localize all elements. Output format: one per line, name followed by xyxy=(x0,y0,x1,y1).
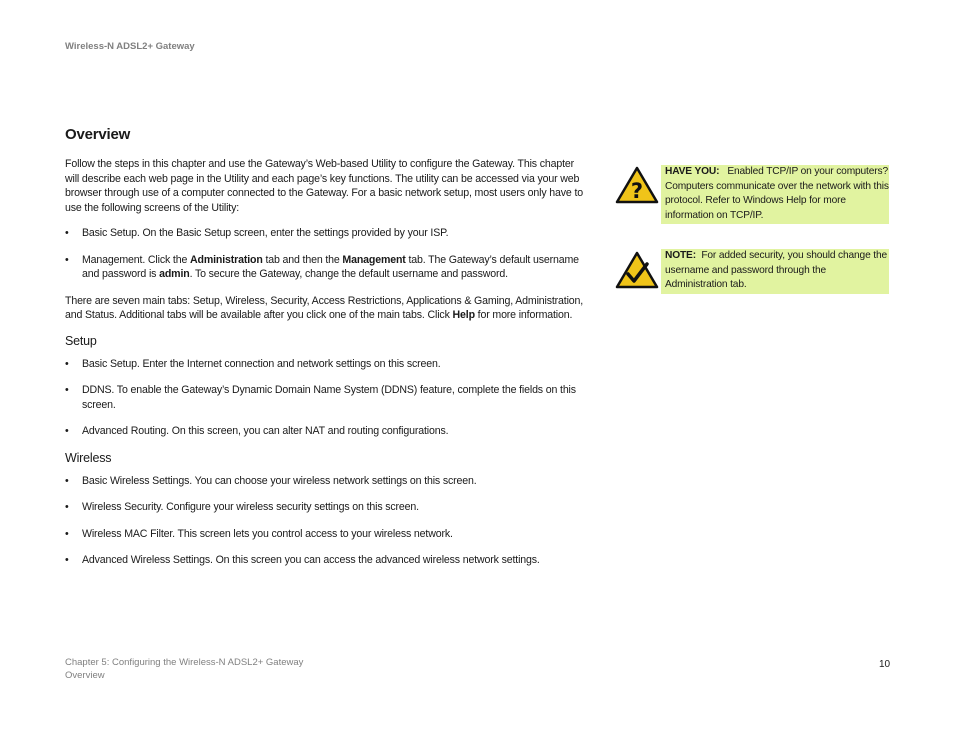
list-item: • Advanced Wireless Settings. On this screen you can access the advanced wireless network settings. xyxy=(65,554,540,566)
bullet: • xyxy=(65,554,69,566)
bullet: • xyxy=(65,425,69,437)
wireless-list xyxy=(65,474,590,568)
security-note xyxy=(661,249,889,294)
note-label: HAVE YOU: xyxy=(665,166,720,177)
intro-paragraph: Follow the steps in this chapter and use the Gateway’s Web-based Utility to configure the Gateway. This chapter will describe each web page in the Utility and each page’s key functions. The utility can be accessed via your web browser through use of a computer connected to the Gateway. For a basic network setup, most users only have to use the following screens of the Utility: xyxy=(65,158,583,214)
footer-chapter: Chapter 5: Configuring the Wireless-N ADSL2+ Gateway xyxy=(65,657,304,668)
svg-text:?: ? xyxy=(630,179,644,203)
main-content xyxy=(65,126,590,580)
have-you-note xyxy=(661,165,889,224)
list-item: • DDNS. To enable the Gateway’s Dynamic Domain Name System (DDNS) feature, complete the fields on this screen. xyxy=(65,384,576,411)
management-term: Management xyxy=(342,253,406,266)
tabs-paragraph: There are seven main tabs: Setup, Wireless, Security, Access Restrictions, Applications & Gaming, Administration, and Status. Additional tabs will be available after you click one of the main tabs. Click Help for more information. xyxy=(65,294,584,321)
list-item: • Management. Click the Administration tab and then the Management tab. The Gateway’s default username and password is admin. To secure the Gateway, change the default username and password. xyxy=(65,253,579,280)
bullet: • xyxy=(65,227,69,239)
list-item: • Basic Wireless Settings. You can choose your wireless network settings on this screen. xyxy=(65,474,477,487)
bullet: • xyxy=(65,474,69,487)
page-title: Overview xyxy=(65,126,131,143)
list-item: • Basic Setup. On the Basic Setup screen, enter the settings provided by your ISP. xyxy=(65,227,449,239)
administration-term: Administration xyxy=(190,253,263,266)
bullet: • xyxy=(65,357,69,370)
list-item: • Basic Setup. Enter the Internet connection and network settings on this screen. xyxy=(65,357,441,370)
list-item: • Wireless Security. Configure your wireless security settings on this screen. xyxy=(65,501,419,513)
setup-heading: Setup xyxy=(65,333,97,348)
list-item: • Wireless MAC Filter. This screen lets you control access to your wireless network. xyxy=(65,527,453,540)
page-number: 10 xyxy=(879,659,891,670)
checkmark-warning-icon xyxy=(615,251,659,289)
wireless-heading: Wireless xyxy=(65,450,112,465)
footer-section: Overview xyxy=(65,669,105,681)
question-warning-icon xyxy=(615,166,659,204)
note-label: NOTE: xyxy=(665,250,696,261)
bullet: • xyxy=(65,527,69,540)
setup-list xyxy=(65,357,590,439)
admin-term: admin xyxy=(159,268,190,280)
note-text: Enabled TCP/IP on your computers? Computers communicate over the network with this protocol. Refer to Windows Help for more information on TCP/IP. xyxy=(665,166,889,221)
note-text: For added security, you should change the username and password through the Administration tab. xyxy=(665,250,887,290)
intro-list xyxy=(65,226,590,282)
bullet: • xyxy=(65,253,69,266)
running-header: Wireless-N ADSL2+ Gateway xyxy=(65,41,195,52)
footer xyxy=(65,657,303,682)
bullet: • xyxy=(65,384,69,396)
help-term: Help xyxy=(452,309,475,321)
list-item: • Advanced Routing. On this screen, you can alter NAT and routing configurations. xyxy=(65,425,449,437)
bullet: • xyxy=(65,501,69,513)
